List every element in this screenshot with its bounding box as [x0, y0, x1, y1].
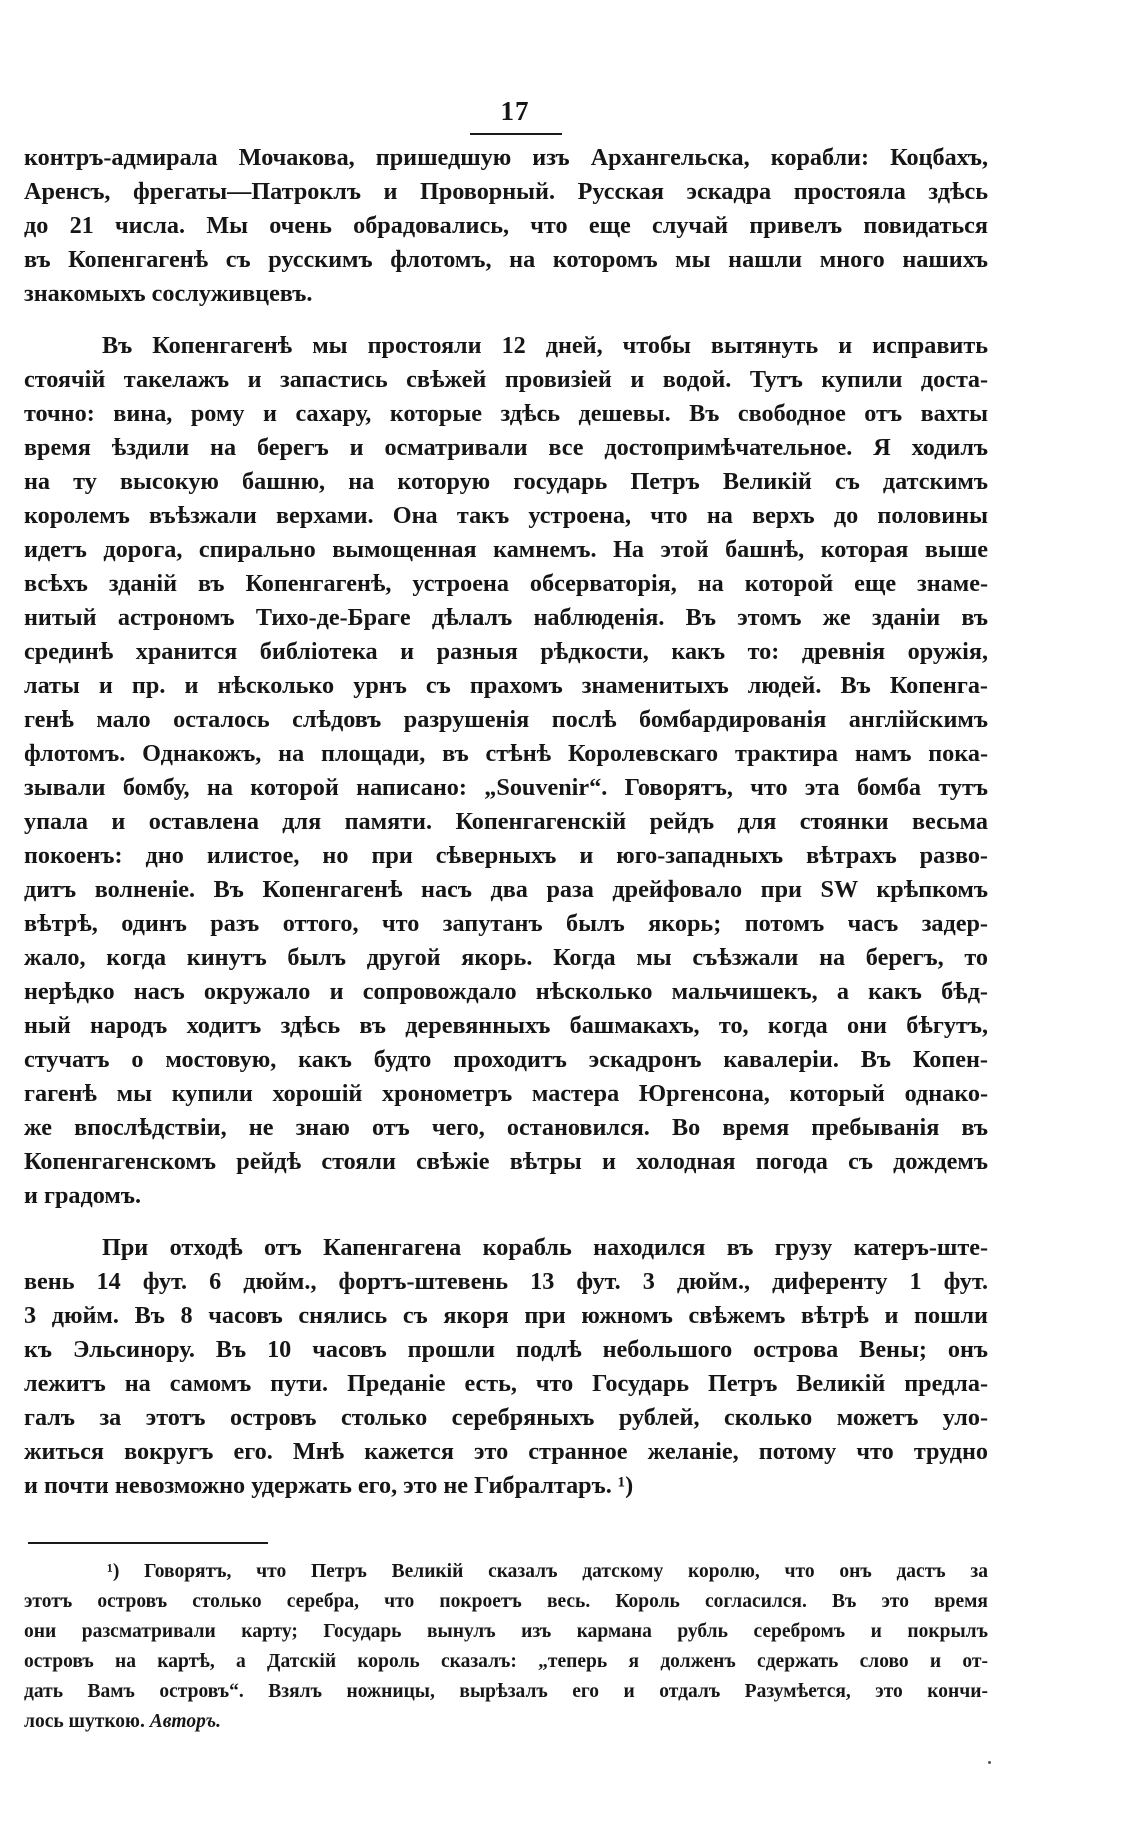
text-line: галъ за этотъ островъ столько серебряныхъ рублей, сколько можетъ уло- [24, 1404, 988, 1431]
text-line: на ту высокую башню, на которую государь Петръ Великій съ датскимъ [24, 468, 988, 495]
paragraph [24, 1231, 988, 1503]
text-line: и почти невозможно удержать его, это не Гибралтаръ. ¹) [24, 1472, 634, 1499]
text-line: дитъ волненіе. Въ Копенгагенѣ насъ два раза дрейфовало при SW крѣпкомъ [24, 876, 988, 903]
footnote-line: ¹) Говорятъ, что Петръ Великій сказалъ датскому королю, что онъ дастъ за [107, 1561, 988, 1582]
footnote-line: они разсматривали карту; Государь вынулъ изъ кармана рубль серебромъ и покрылъ [24, 1621, 988, 1642]
footnote-line: этотъ островъ столько серебра, что покроетъ весь. Король согласился. Въ это время [24, 1591, 988, 1612]
text-line: упала и оставлена для памяти. Копенгагенскій рейдъ для стоянки весьма [24, 808, 988, 835]
text-line: 3 дюйм. Въ 8 часовъ снялись съ якоря при южномъ свѣжемъ вѣтрѣ и пошли [24, 1302, 988, 1329]
text-line: генѣ мало осталось слѣдовъ разрушенія послѣ бомбардированія англійскимъ [24, 706, 988, 733]
footnote-author: Авторъ. [149, 1711, 221, 1732]
footnote-line: дать Вамъ островъ“. Взялъ ножницы, вырѣзалъ его и отдалъ Разумѣется, это кончи- [24, 1681, 988, 1702]
text-line: зывали бомбу, на которой написано: „Souvenir“. Говорятъ, что эта бомба тутъ [24, 774, 988, 801]
text-line: ный народъ ходитъ здѣсь въ деревянныхъ башмакахъ, то, когда они бѣгутъ, [24, 1012, 988, 1039]
text-line: точно: вина, рому и сахару, которые здѣсь дешевы. Въ свободное отъ вахты [24, 400, 988, 427]
text-line: и градомъ. [24, 1182, 142, 1209]
text-line: идетъ дорога, спирально вымощенная камнемъ. На этой башнѣ, которая выше [24, 536, 988, 563]
text-line: вень 14 фут. 6 дюйм., фортъ-штевень 13 фут. 3 дюйм., диференту 1 фут. [24, 1268, 988, 1295]
text-line: въ Копенгагенѣ съ русскимъ флотомъ, на которомъ мы нашли много нашихъ [24, 246, 988, 273]
print-speck [988, 1761, 991, 1764]
text-line: Аренсъ, фрегаты—Патроклъ и Проворный. Русская эскадра простояла здѣсь [24, 178, 988, 205]
text-line: покоенъ: дно илистое, но при сѣверныхъ и юго-западныхъ вѣтрахъ разво- [24, 842, 988, 869]
footnote-last-line [24, 1707, 988, 1737]
text-line: флотомъ. Однакожъ, на площади, въ стѣнѣ Королевскаго трактира намъ пока- [24, 740, 988, 767]
page-number-underline [470, 133, 562, 135]
main-text [24, 141, 988, 1503]
paragraph-gap [24, 1213, 988, 1231]
text-line: Копенгагенскомъ рейдѣ стояли свѣжіе вѣтры и холодная погода съ дождемъ [24, 1148, 988, 1175]
text-line: до 21 числа. Мы очень обрадовались, что еще случай привелъ повидаться [24, 212, 988, 239]
footnote [24, 1557, 988, 1737]
text-line: стучатъ о мостовую, какъ будто проходитъ эскадронъ кавалеріи. Въ Копен- [24, 1046, 988, 1073]
text-line: жало, когда кинутъ былъ другой якорь. Когда мы съѣзжали на берегъ, то [24, 944, 988, 971]
text-line: гагенѣ мы купили хорошій хронометръ мастера Юргенсона, который однако- [24, 1080, 988, 1107]
text-line: королемъ въѣзжали верхами. Она такъ устроена, что на верхъ до половины [24, 502, 988, 529]
paragraph-gap [24, 311, 988, 329]
text-line: житься вокругъ его. Мнѣ кажется это странное желаніе, потому что трудно [24, 1438, 988, 1465]
text-line: контръ-адмирала Мочакова, пришедшую изъ Архангельска, корабли: Коцбахъ, [24, 144, 988, 171]
text-line: лежитъ на самомъ пути. Преданіе есть, что Государь Петръ Великій предла- [24, 1370, 988, 1397]
footnote-separator [28, 1542, 268, 1544]
text-line: же впослѣдствіи, не знаю отъ чего, остановился. Во время пребыванія въ [24, 1114, 988, 1141]
text-line: стоячій такелажъ и запастись свѣжей провизіей и водой. Тутъ купили достa- [24, 366, 988, 393]
text-line: вѣтрѣ, одинъ разъ оттого, что запутанъ былъ якорь; потомъ часъ задер- [24, 910, 988, 937]
text-line: къ Эльсинору. Въ 10 часовъ прошли подлѣ небольшого острова Вены; онъ [24, 1336, 988, 1363]
text-line: всѣхъ зданій въ Копенгагенѣ, устроена обсерваторія, на которой еще знаме- [24, 570, 988, 597]
footnote-line-text: лось шуткою. [24, 1711, 145, 1732]
text-line: знакомыхъ сослуживцевъ. [24, 280, 313, 307]
footnote-line: островъ на картѣ, а Датскій король сказалъ: „теперь я долженъ сдержать слово и от- [24, 1651, 988, 1672]
paragraph [24, 141, 988, 311]
page-number: 17 [500, 96, 530, 126]
text-line: нерѣдко насъ окружало и сопровождало нѣсколько мальчишекъ, а какъ бѣд- [24, 978, 988, 1005]
text-line: латы и пр. и нѣсколько урнъ съ прахомъ знаменитыхъ людей. Въ Копенга- [24, 672, 988, 699]
text-line: срединѣ хранится библіотека и разныя рѣдкости, какъ то: древнія оружія, [24, 638, 988, 665]
text-line: нитый астрономъ Тихо-де-Браге дѣлалъ наблюденія. Въ этомъ же зданіи въ [24, 604, 988, 631]
paragraph [24, 329, 988, 1213]
text-line: время ѣздили на берегъ и осматривали все достопримѣчательное. Я ходилъ [24, 434, 988, 461]
text-line: При отходѣ отъ Капенгагена корабль находился въ грузу катеръ-ште- [102, 1234, 988, 1261]
text-line: Въ Копенгагенѣ мы простояли 12 дней, чтобы вытянуть и исправить [102, 332, 988, 359]
